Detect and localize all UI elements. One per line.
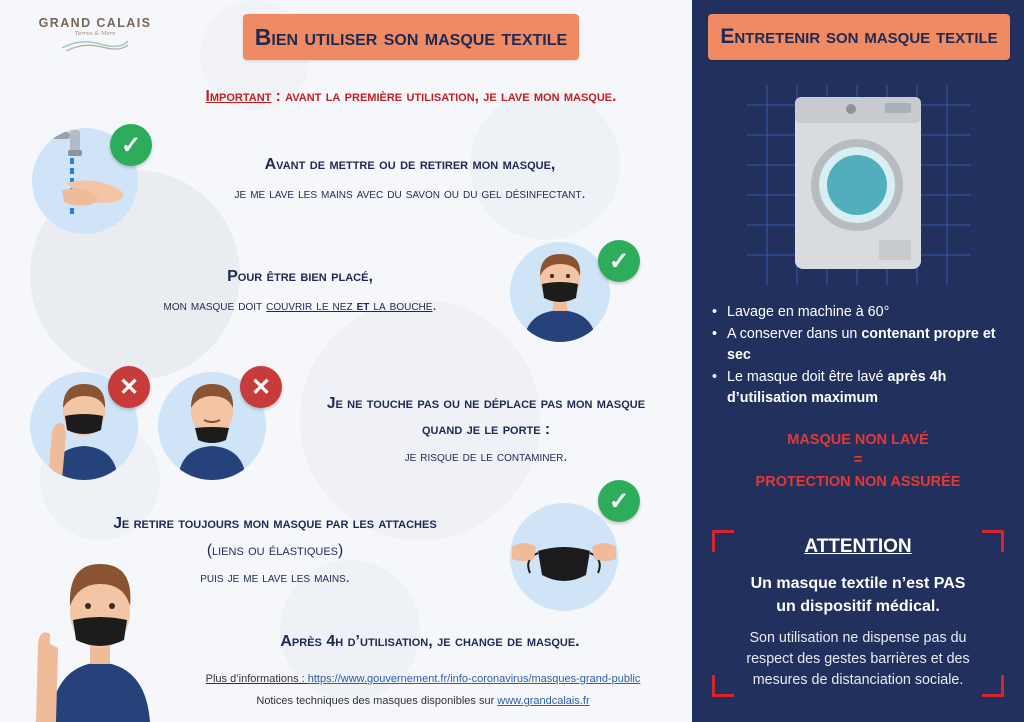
- step2-line1: Pour être bien placé,: [227, 268, 373, 285]
- remove-mask-illustration: [510, 503, 618, 611]
- attention-sub: [712, 628, 1004, 691]
- attention-main: [712, 572, 1004, 618]
- step3-line1: Je ne touche pas ou ne déplace pas mon masque: [326, 395, 646, 412]
- step1-line1: Avant de mettre ou de retirer mon masque,: [264, 156, 556, 173]
- logo-subtitle: Terres & Mers: [74, 31, 116, 37]
- check-badge: [598, 480, 640, 522]
- check-badge: [598, 240, 640, 282]
- care-item-storage: [712, 324, 1012, 367]
- logo-title: GRAND CALAIS: [38, 16, 152, 30]
- step3-line2: quand je le porte :: [421, 421, 551, 438]
- notices-prefix: Notices techniques des masques disponibles sur: [256, 695, 498, 707]
- attention-box: [712, 530, 1004, 697]
- right-title: Entretenir son masque textile: [708, 14, 1010, 60]
- footer-notices: [0, 695, 692, 707]
- step2-line2-a: mon masque doit: [163, 298, 267, 314]
- attention-sub-line3: mesures de distanciation sociale.: [752, 672, 964, 688]
- step3-line3: je risque de le contaminer.: [404, 449, 568, 465]
- care-item-frequency: [712, 367, 1012, 410]
- care-item-storage-bold: contenant propre et sec: [727, 325, 996, 363]
- step5-text: Après 4h d’utilisation, je change de masque.: [280, 633, 580, 650]
- step4-line3: puis je me lave les mains.: [200, 570, 350, 586]
- important-notice: [0, 88, 692, 106]
- attention-title: ATTENTION: [804, 536, 912, 557]
- washing-machine-icon: [747, 85, 971, 285]
- left-title: Bien utiliser son masque textile: [243, 14, 579, 60]
- attention-main-line2: un dispositif médical.: [776, 598, 940, 615]
- cross-badge: [240, 366, 282, 408]
- masked-man-icon: [510, 242, 610, 342]
- step2-line2-u2: et: [356, 298, 370, 314]
- important-label: Important: [205, 88, 272, 105]
- info-prefix: Plus d’informations :: [205, 673, 308, 685]
- grand-calais-logo: [30, 16, 160, 52]
- step1-line2: je me lave les mains avec du savon ou du gel désinfectant.: [234, 186, 586, 202]
- warning-equals: =: [853, 452, 863, 468]
- footer-info: [0, 673, 692, 685]
- check-badge: [110, 124, 152, 166]
- cross-badge: [108, 366, 150, 408]
- mask-correct-illustration: [510, 242, 610, 342]
- check-icon: ✓: [120, 131, 142, 159]
- attention-main-line1: Un masque textile n’est PAS: [750, 575, 966, 592]
- check-icon: ✓: [608, 487, 630, 515]
- care-item-wash: [712, 302, 1012, 324]
- check-icon: ✓: [608, 247, 630, 275]
- step1-text: [150, 156, 670, 202]
- step2-line2-end: .: [432, 298, 437, 314]
- step2-line2-u1: couvrir le nez: [266, 298, 357, 314]
- notices-link[interactable]: www.grandcalais.fr: [497, 695, 590, 707]
- care-item-frequency-bold: après 4h d’utilisation maximum: [727, 368, 947, 406]
- attention-sub-line1: Son utilisation ne dispense pas du: [749, 630, 967, 646]
- warning-unwashed: MASQUE NON LAVÉ: [787, 432, 929, 448]
- step4-line1: Je retire toujours mon masque par les attaches: [113, 515, 437, 532]
- waves-icon: [60, 38, 130, 52]
- step2-line2-u3: la bouche: [369, 298, 433, 314]
- care-item-storage-text: A conserver dans un: [727, 325, 862, 342]
- attention-sub-line2: respect des gestes barrières et des: [746, 651, 970, 667]
- cross-icon: ✕: [118, 373, 140, 401]
- warning-no-protection: PROTECTION NON ASSURÉE: [755, 474, 961, 490]
- care-item-wash-text: Lavage en machine à 60°: [727, 304, 890, 320]
- care-item-frequency-text: Le masque doit être lavé: [727, 368, 888, 385]
- care-list: [712, 302, 1012, 410]
- cross-icon: ✕: [250, 373, 272, 401]
- step2-line2: [40, 298, 560, 314]
- step3-text: [290, 395, 682, 465]
- step4-line2: (liens ou élastiques): [206, 542, 344, 559]
- hands-mask-icon: [510, 503, 618, 611]
- step2-text: [40, 268, 560, 314]
- right-panel: [692, 0, 1024, 722]
- info-link[interactable]: https://www.gouvernement.fr/info-coronavirus/masques-grand-public: [307, 673, 641, 685]
- important-text: : avant la première utilisation, je lave mon masque.: [271, 88, 617, 105]
